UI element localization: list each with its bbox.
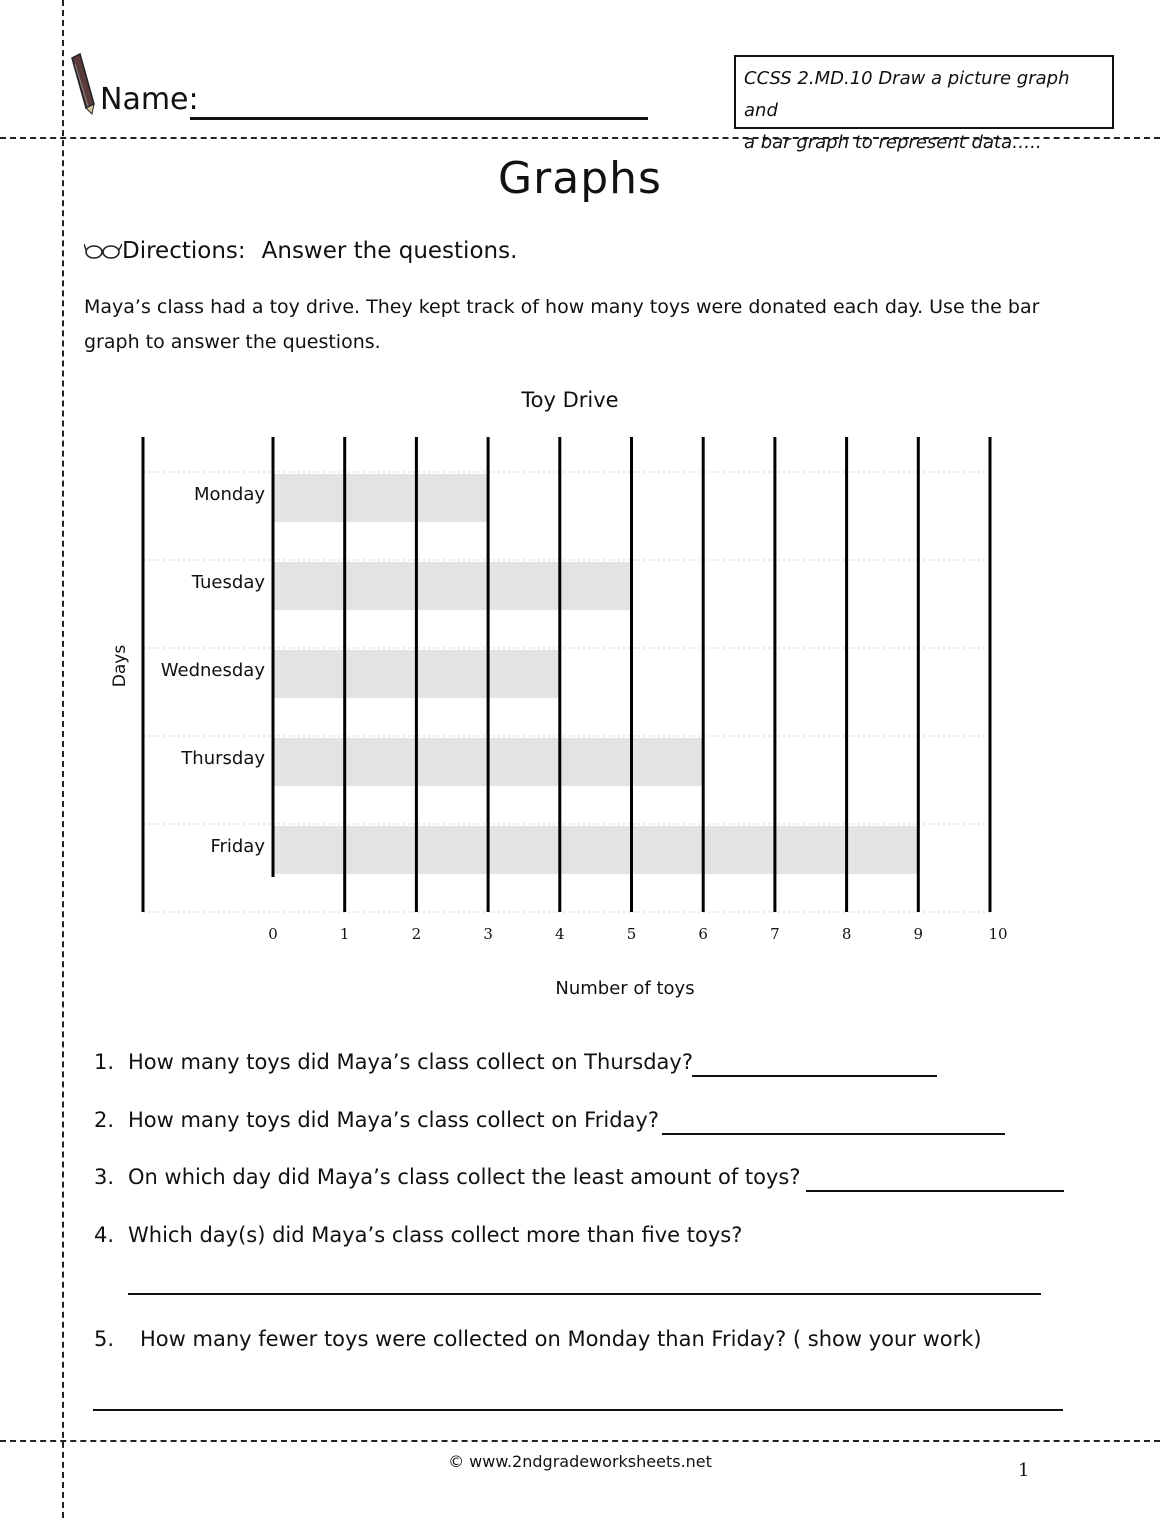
name-label: Name: [100, 82, 199, 117]
category-label-monday: Monday [193, 484, 265, 505]
directions-text: Answer the questions. [261, 238, 518, 264]
tick-label-3: 3 [483, 925, 493, 943]
question-text: On which day did Maya’s class collect the least amount of toys? [128, 1165, 801, 1189]
answer-line-2[interactable] [662, 1133, 1005, 1135]
standard-line-1: CCSS 2.MD.10 Draw a picture graph and [744, 68, 1070, 121]
question-text: How many toys did Maya’s class collect on Friday? [128, 1108, 659, 1132]
question-text: Which day(s) did Maya’s class collect more than five toys? [128, 1223, 743, 1247]
tick-label-10: 10 [988, 925, 1008, 943]
answer-line-1[interactable] [692, 1075, 937, 1077]
tick-label-8: 8 [841, 925, 852, 943]
tick-label-4: 4 [555, 925, 565, 943]
tick-label-6: 6 [698, 925, 708, 943]
tick-label-2: 2 [411, 925, 422, 943]
tick-label-1: 1 [339, 925, 350, 943]
bar-friday [273, 826, 918, 874]
question-number: 5. [94, 1327, 115, 1351]
answer-line-3[interactable] [806, 1190, 1064, 1192]
answer-line-5[interactable] [93, 1409, 1063, 1411]
question-2 [94, 1108, 659, 1132]
question-4 [94, 1223, 742, 1247]
category-label-wednesday: Wednesday [160, 660, 265, 681]
tick-label-0: 0 [268, 925, 278, 943]
category-label-tuesday: Tuesday [191, 572, 265, 593]
question-3 [94, 1165, 800, 1189]
bar-monday [273, 474, 488, 522]
footer-copyright: © www.2ndgradeworksheets.net [448, 1452, 712, 1471]
tick-label-9: 9 [913, 925, 924, 943]
tick-label-5: 5 [626, 925, 637, 943]
standard-line-2: a bar graph to represent data….. [744, 132, 1042, 153]
category-label-thursday: Thursday [181, 748, 265, 769]
y-axis-label: Days [110, 644, 130, 688]
x-axis-label: Number of toys [555, 978, 695, 999]
directions-label: Directions: [122, 238, 246, 264]
answer-line-4[interactable] [128, 1293, 1041, 1295]
category-label-friday: Friday [210, 836, 265, 857]
question-number: 4. [94, 1223, 115, 1247]
tick-label-7: 7 [770, 925, 780, 943]
bar-tuesday [273, 562, 632, 610]
chart-title: Toy Drive [521, 388, 619, 412]
question-text: How many fewer toys were collected on Monday than Friday? ( show your work) [140, 1327, 982, 1351]
question-5 [94, 1327, 982, 1351]
question-1 [94, 1050, 693, 1074]
question-number: 3. [94, 1165, 115, 1189]
intro-text: Maya’s class had a toy drive. They kept track of how many toys were donated each day. Use the bar graph to answer the questions. [84, 296, 1040, 353]
page-number: 1 [1018, 1460, 1030, 1481]
question-number: 1. [94, 1050, 115, 1074]
question-text: How many toys did Maya’s class collect on Thursday? [128, 1050, 693, 1074]
question-number: 2. [94, 1108, 115, 1132]
page-title: Graphs [498, 153, 662, 204]
